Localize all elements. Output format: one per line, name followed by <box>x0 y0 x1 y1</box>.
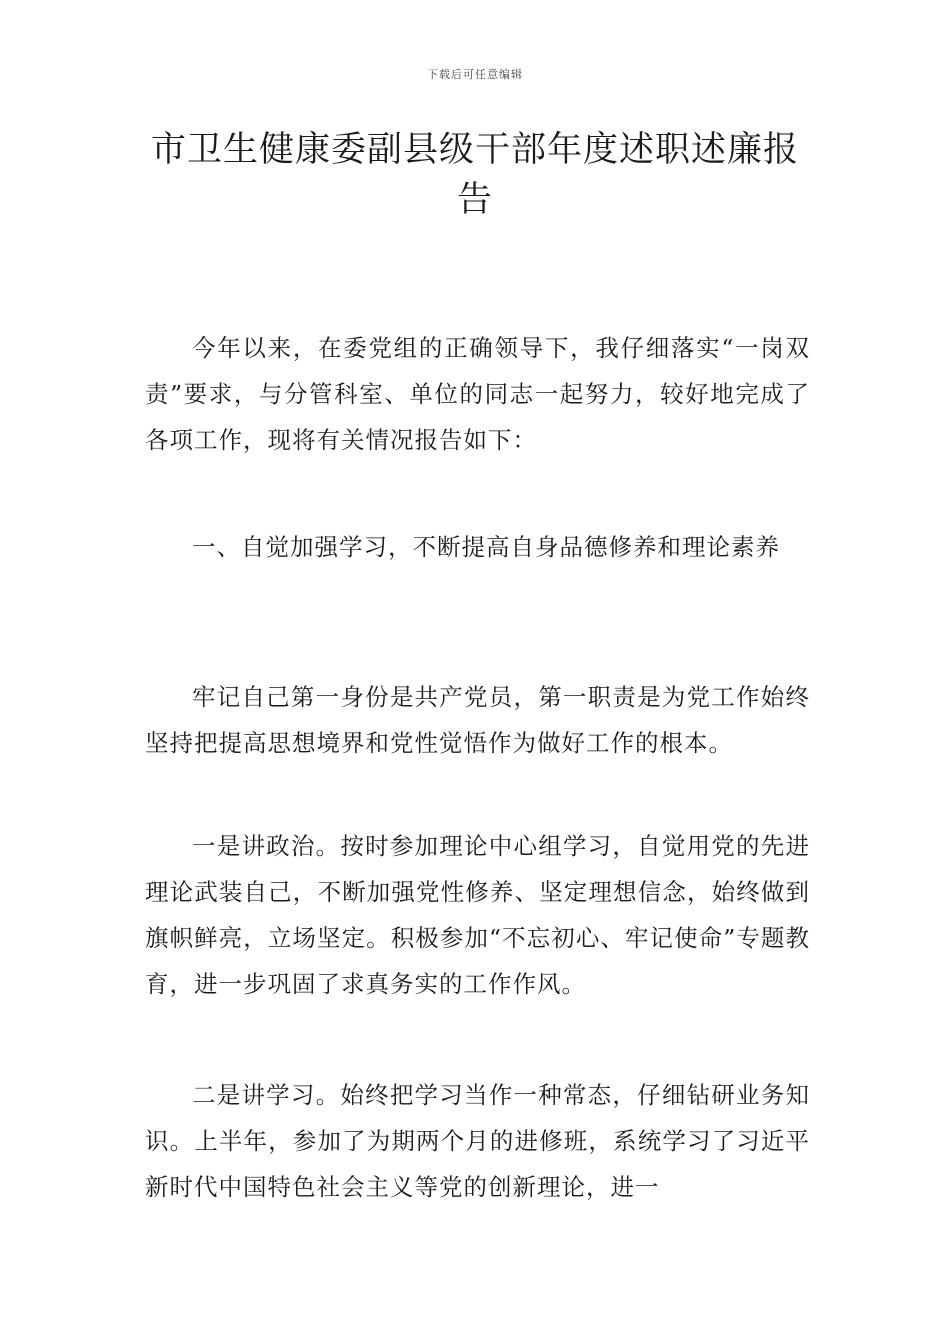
header-note: 下载后可任意编辑 <box>427 68 523 81</box>
section-heading-1: 一、自觉加强学习，不断提高自身品德修养和理论素养 <box>192 533 780 561</box>
paragraph-study: 二是讲学习。始终把学习当作一种常态，仔细钻研业务知识。上半年，参加了为期两个月的进修班，系统学习了习近平新时代中国特色社会主义等党的创新理论，进一 <box>145 1081 810 1201</box>
document-title: 市卫生健康委副县级干部年度述职述廉报告 <box>150 130 799 220</box>
paragraph-principle: 牢记自己第一身份是共产党员，第一职责是为党工作始终坚持把提高思想境界和党性觉悟作为做好工作的根本。 <box>145 683 810 757</box>
intro-paragraph: 今年以来，在委党组的正确领导下，我仔细落实“一岗双责”要求，与分管科室、单位的同志一起努力，较好地完成了各项工作，现将有关情况报告如下： <box>145 334 810 454</box>
paragraph-politics: 一是讲政治。按时参加理论中心组学习，自觉用党的先进理论武装自己，不断加强党性修养、坚定理想信念，始终做到旗帜鲜亮，立场坚定。积极参加“不忘初心、牢记使命”专题教育，进一步巩固了求真务实的工作作风。 <box>145 832 810 998</box>
